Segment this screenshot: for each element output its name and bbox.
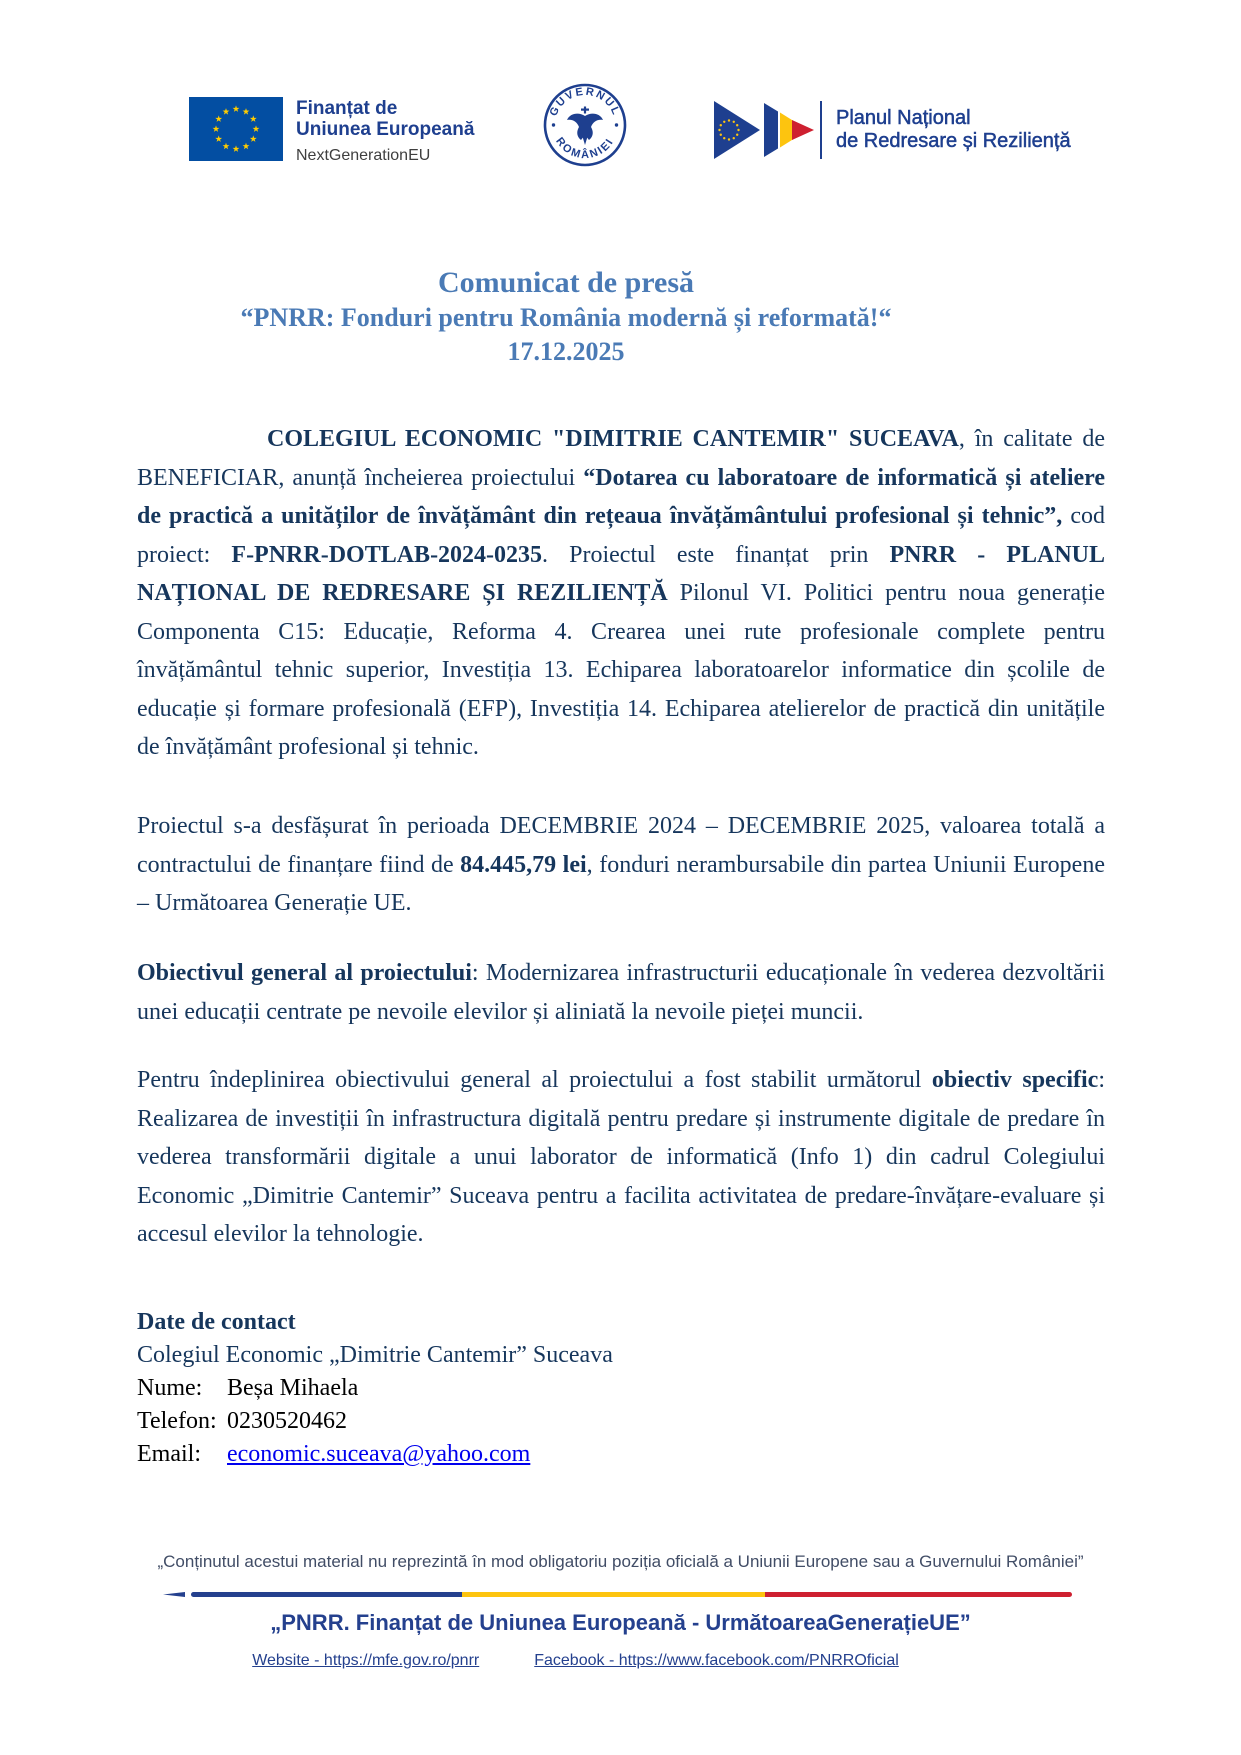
contact-email-label: Email: (137, 1441, 201, 1467)
divider-blue-segment (191, 1592, 462, 1597)
eu-logo-line2: Uniunea Europeană (296, 119, 475, 140)
contact-phone-row (137, 1405, 613, 1438)
coat-of-arms-eagle-icon (567, 107, 603, 146)
eu-flag-icon (189, 97, 283, 161)
paragraph-specific-objective: Pentru îndeplinirea obiectivului general al proiectului a fost stabilit următorul obiectiv specific: Realizarea de investiții în infrastructura digitală pentru predare și instrumente digitale de predare în vederea transformării digitale a unui laborator de informatică (Info 1) din cadrul Colegiului Economic „Dimitrie Cantemir” Suceava pentru a facilita activitatea de predare-învățare-evaluare și accesul elevilor la tehnologie. (137, 1067, 1105, 1247)
divider-red-segment (765, 1592, 1072, 1597)
document-date: 17.12.2025 (507, 337, 625, 366)
pnrr-logo-text (836, 107, 1071, 153)
divider-dash (163, 1592, 185, 1597)
pnrr-logo (714, 101, 1071, 159)
eu-funding-logo (189, 97, 474, 165)
contact-email-link[interactable]: economic.suceava@yahoo.com (227, 1441, 531, 1467)
contact-name-row (137, 1372, 613, 1405)
footer-links (0, 1652, 1241, 1670)
contact-name-value: Beșa Mihaela (227, 1375, 359, 1401)
contact-name-label: Nume: (137, 1375, 203, 1401)
eu-logo-line3: NextGenerationEU (296, 147, 431, 164)
pnrr-logo-line1: Planul Național (836, 107, 971, 129)
paragraph-project-period-value: Proiectul s-a desfășurat în perioada DECEMBRIE 2024 – DECEMBRIE 2025, valoarea totală a contractului de finanțare fiind de 84.445,79 lei, fonduri nerambursabile din partea Uniunii Europene – Următoarea Generație UE. (137, 813, 1105, 916)
government-seal-icon (543, 83, 627, 167)
paragraph-project-announcement: COLEGIUL ECONOMIC "DIMITRIE CANTEMIR" SUCEAVA, în calitate de BENEFICIAR, anunță încheierea proiectului “Dotarea cu laboratoare de informatică și ateliere de practică a unităților de învățământ din rețeaua învățământului profesional și tehnic”, cod proiect: F-PNRR-DOTLAB-2024-0235. Proiectul este finanțat prin PNRR - PLANUL NAȚIONAL DE REDRESARE ȘI REZILIENȚĂ Pilonul VI. Politici pentru noua generație Componenta C15: Educație, Reforma 4. Crearea unei rute profesionale complete pentru învățământul tehnic superior, Investiția 13. Echiparea laboratoarelor informatice din școlile de educație și formare profesională (EFP), Investiția 14. Echiparea atelierelor de practică din unitățile de învățământ profesional și tehnic. (137, 426, 1106, 760)
document-title: Comunicat de presă (437, 266, 695, 299)
paragraph-general-objective: Obiectivul general al proiectului: Modernizarea infrastructurii educaționale în vederea dezvoltării unei educații centrate pe nevoile elevilor și aliniată la nevoile pieței muncii. (137, 960, 1105, 1025)
website-link[interactable]: Website - https://mfe.gov.ro/pnrr (252, 1652, 480, 1669)
seal-text-bottom: ROMÂNIEI (553, 135, 617, 162)
pnrr-logo-line2: de Redresare și Reziliență (836, 130, 1071, 152)
contact-organization: Colegiul Economic „Dimitrie Cantemir” Suceava (137, 1342, 613, 1368)
facebook-link[interactable]: Facebook - https://www.facebook.com/PNRROficial (534, 1652, 899, 1669)
contact-heading: Date de contact (137, 1309, 296, 1335)
seal-text-top: GUVERNUL (547, 85, 623, 119)
eu-logo-text (296, 97, 474, 165)
contact-email-row (137, 1438, 613, 1471)
contact-section (137, 1306, 613, 1471)
eu-logo-line1: Finanțat de (296, 98, 398, 119)
contact-phone-label: Telefon: (137, 1408, 217, 1434)
pnrr-arrows-icon (714, 101, 826, 159)
tricolor-divider (163, 1592, 1072, 1597)
divider-yellow-segment (462, 1592, 765, 1597)
romanian-government-seal (543, 83, 627, 172)
title-block (137, 264, 995, 369)
contact-phone-value: 0230520462 (227, 1408, 347, 1434)
footer-slogan: „PNRR. Finanțat de Uniunea Europeană - UrmătoareaGenerațieUE” (270, 1610, 971, 1635)
document-subtitle: “PNRR: Fonduri pentru România modernă și reformată!“ (240, 303, 892, 332)
disclaimer-text: „Conținutul acestui material nu reprezintă în mod obligatoriu poziția oficială a Uniunii Europene sau a Guvernului României” (157, 1552, 1084, 1571)
